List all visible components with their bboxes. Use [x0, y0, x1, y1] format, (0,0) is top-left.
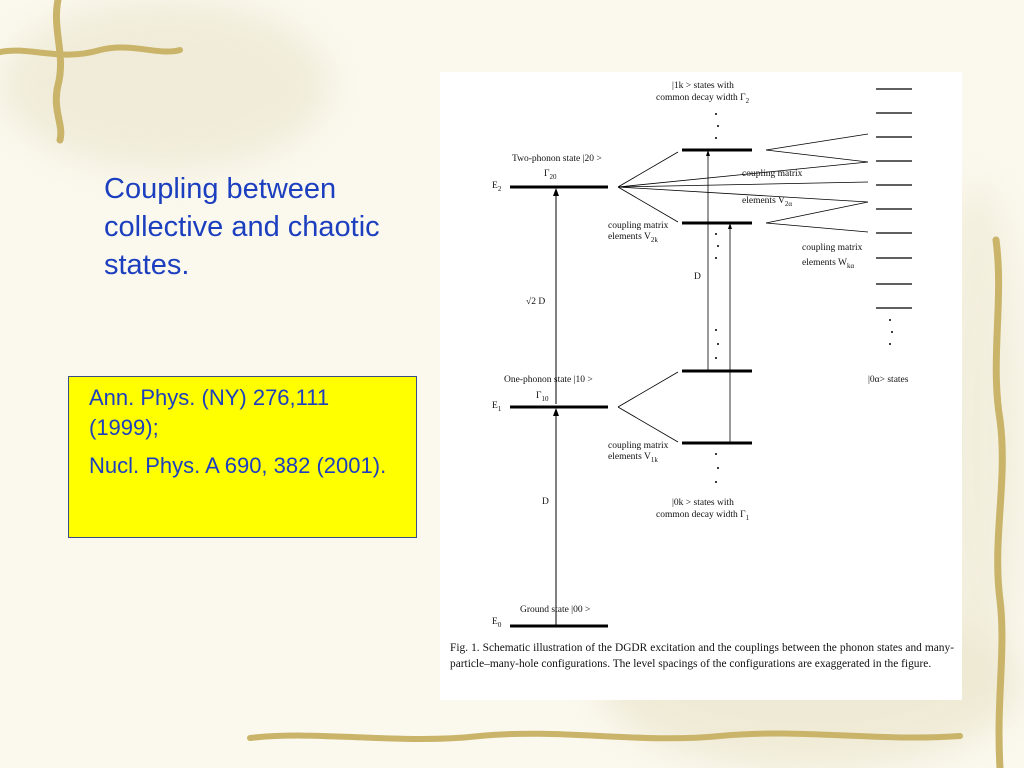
svg-text:√2 D: √2 D: [526, 297, 546, 307]
svg-text:elements V1k: elements $V_{1k}$: [608, 452, 658, 464]
figure-caption: Fig. 1. Schematic illustration of the DGDR excitation and the couplings between the phonon states and many-particle–many-hole configurations. The level spacings of the configurations are exaggerated in the figure.: [450, 642, 954, 670]
svg-text:common decay width Γ2: common decay width $\Gamma_2$: [656, 93, 750, 105]
references-box: [68, 376, 417, 538]
svg-text:E0: $E_0$: [492, 617, 502, 629]
svg-text:elements V2k: elements $V_{2k}$: [608, 232, 658, 244]
svg-text:coupling matrix: coupling matrix: [608, 441, 669, 451]
level-diagram: [440, 72, 962, 632]
figure-panel: [440, 72, 962, 700]
alpha-states: [876, 89, 912, 308]
svg-text:D: D: [542, 497, 549, 507]
svg-text:Γ10: $\Gamma_{10}$: [536, 391, 549, 403]
svg-text:|0k > states with: |0k > states with: [672, 498, 734, 508]
svg-text:elements V2α: elements $V_{2\alpha}$: [742, 196, 793, 208]
label-ground: Ground state |00 >: [520, 605, 591, 615]
label-1k-states: |1k > states with: [672, 81, 734, 91]
slide-title: Coupling between collective and chaotic states.: [104, 173, 380, 281]
label-one-phonon: One-phonon state |10 >: [504, 375, 593, 385]
svg-text:E2: $E_2$: [492, 181, 502, 193]
label-coupling-matrix: coupling matrix: [742, 169, 803, 179]
svg-text:elements Wkα: elements $W_{k\alpha}$: [802, 258, 855, 270]
label-alpha-states: |0α> states: [868, 375, 909, 385]
svg-text:E1: $E_1$: [492, 401, 502, 413]
label-two-phonon: Two-phonon state |20 >: [512, 154, 602, 164]
svg-text:common decay width Γ1: common decay width $\Gamma_1$: [656, 510, 750, 522]
svg-text:Γ20: $\Gamma_{20}$: [544, 169, 557, 181]
reference-1: Ann. Phys. (NY) 276,111 (1999);: [89, 385, 330, 440]
reference-2: Nucl. Phys. A 690, 382 (2001).: [89, 453, 387, 478]
svg-text:coupling matrix: coupling matrix: [802, 243, 863, 253]
svg-text:D: D: [694, 272, 701, 282]
svg-text:coupling matrix: coupling matrix: [608, 221, 669, 231]
